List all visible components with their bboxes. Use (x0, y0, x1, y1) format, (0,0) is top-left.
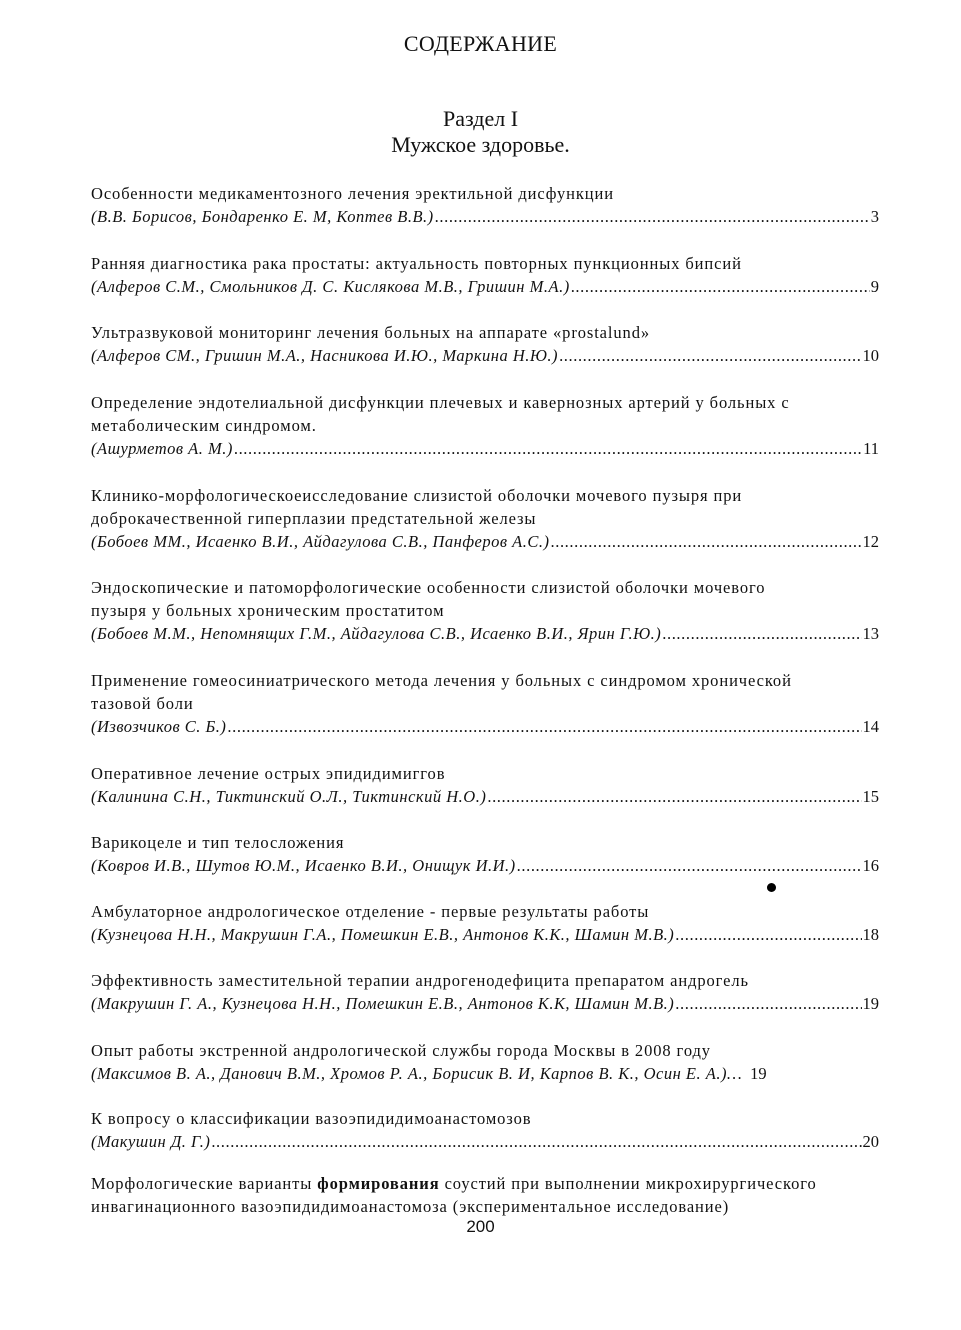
entry-authors-line (91, 205, 879, 228)
dot-leader (662, 622, 861, 645)
entry-page-number: 10 (862, 346, 879, 365)
entry-page-number: 15 (862, 787, 879, 806)
entry-authors: (Ковров И.В., Шутов Ю.М., Исаенко В.И., Онищук И.И.) (91, 856, 516, 875)
entry-title-text: соустий при выполнении микрохирургического (439, 1174, 817, 1193)
dot-leader (559, 344, 861, 367)
entry-authors: (Бобоев М.М., Непомнящих Г.М., Айдагулова С.В., Исаенко В.И., Ярин Г.Ю.) (91, 624, 662, 643)
entry-authors-line (91, 992, 879, 1015)
entry-authors-line (91, 530, 879, 553)
entry-title-line: доброкачественной гиперплазии предстательной железы (91, 509, 537, 528)
entry-title-line: К вопросу о классификации вазоэпидидимоанастомозов (91, 1109, 532, 1128)
page-number: 200 (466, 1217, 495, 1236)
section-number: Раздел I (442, 106, 519, 131)
dot-leader (571, 275, 870, 298)
stray-dot (767, 883, 776, 892)
toc-entry (91, 252, 879, 298)
entry-page-number: 9 (870, 277, 879, 296)
entry-authors-line (91, 1130, 879, 1153)
entry-title-line: Эндоскопические и патоморфологические особенности слизистой оболочки мочевого (91, 578, 766, 597)
contents-heading: СОДЕРЖАНИЕ (403, 31, 558, 56)
entry-title-text: Морфологические варианты (91, 1174, 318, 1193)
entry-page-number: 19 (862, 994, 879, 1013)
toc-entry (91, 182, 879, 228)
toc-entry (91, 1039, 879, 1085)
entry-authors: (Максимов В. А., Данович В.М., Хромов Р. А., Борисик В. И, Карпов В. К., Осин Е. А.)… (91, 1064, 743, 1083)
entry-authors: (Алферов СМ., Гришин М.А., Насникова И.Ю., Маркина Н.Ю.) (91, 346, 559, 365)
dot-leader (517, 854, 862, 877)
entry-authors: (Извозчиков С. Б.) (91, 717, 227, 736)
toc-entry (91, 831, 879, 877)
dot-leader (487, 785, 861, 808)
entry-title-line: метаболическим синдромом. (91, 416, 317, 435)
entry-page-number: 18 (862, 925, 879, 944)
toc-entry (91, 1172, 879, 1218)
entry-authors-line (91, 344, 879, 367)
toc-entry (91, 484, 879, 553)
dot-leader (211, 1130, 861, 1153)
dot-leader (435, 205, 870, 228)
entry-title-line: Применение гомеосиниатрического метода лечения у больных с синдромом хронической (91, 671, 792, 690)
entry-page-number: 3 (870, 207, 879, 226)
entry-title-line: Опыт работы экстренной андрологической службы города Москвы в 2008 году (91, 1041, 711, 1060)
entry-page-number: 16 (862, 856, 879, 875)
dot-leader (234, 437, 862, 460)
entry-authors: (Калинина С.Н., Тиктинский О.Л., Тиктинский Н.О.) (91, 787, 487, 806)
entry-authors-line (91, 715, 879, 738)
section-title: Мужское здоровье. (391, 132, 570, 157)
entry-title-line: пузыря у больных хроническим простатитом (91, 601, 445, 620)
entry-authors: (В.В. Борисов, Бондаренко Е. М, Коптев В.В.) (91, 207, 434, 226)
toc-entry (91, 669, 879, 738)
toc-entry (91, 576, 879, 645)
entry-title-line: Ранняя диагностика рака простаты: актуальность повторных пункционных бипсий (91, 254, 742, 273)
dot-leader (227, 715, 861, 738)
entry-title-line: Эффективность заместительной терапии андрогенодефицита препаратом андрогель (91, 971, 749, 990)
entry-page-number: 14 (862, 717, 879, 736)
entry-authors: (Макрушин Г. А., Кузнецова Н.Н., Помешкин Е.В., Антонов К.К, Шамин М.В.) (91, 994, 675, 1013)
toc-entry (91, 391, 879, 460)
toc-entry (91, 1107, 879, 1153)
entry-title-line: тазовой боли (91, 694, 194, 713)
entry-title-line: Особенности медикаментозного лечения эректильной дисфункции (91, 184, 614, 203)
entry-title-line: Оперативное лечение острых эпидидимиггов (91, 764, 446, 783)
entry-authors: (Ашурметов А. М.) (91, 439, 233, 458)
entry-authors: (Кузнецова Н.Н., Макрушин Г.А., Помешкин Е.В., Антонов К.К., Шамин М.В.) (91, 925, 675, 944)
toc-entry (91, 900, 879, 946)
entry-authors-line (91, 437, 879, 460)
entry-page-number: 11 (863, 439, 879, 458)
entry-authors-line (91, 923, 879, 946)
entry-title-line: Амбулаторное андрологическое отделение - первые результаты работы (91, 902, 650, 921)
entry-authors-line (91, 622, 879, 645)
entry-page-number: 20 (862, 1132, 879, 1151)
toc-entry (91, 321, 879, 367)
entry-title-line: Ультразвуковой мониторинг лечения больных на аппарате «prostalund» (91, 323, 650, 342)
dot-leader (675, 923, 861, 946)
entry-authors: (Бобоев ММ., Исаенко В.И., Айдагулова С.В., Панферов А.С.) (91, 532, 550, 551)
entry-title-line: инвагинационного вазоэпидидимоанастомоза (экспериментальное исследование) (91, 1197, 730, 1216)
entry-title-line: Варикоцеле и тип телосложения (91, 833, 345, 852)
entry-title-line: Определение эндотелиальной дисфункции плечевых и кавернозных артерий у больных с (91, 393, 790, 412)
entry-page-number: 12 (862, 532, 879, 551)
entry-page-number: 13 (862, 624, 879, 643)
entry-authors-line (91, 854, 879, 877)
entry-authors: (Макушин Д. Г.) (91, 1132, 211, 1151)
toc-entry (91, 762, 879, 808)
entry-title-line (91, 1172, 879, 1195)
dot-leader (551, 530, 862, 553)
entry-authors-line (91, 785, 879, 808)
entry-page-number: 19 (750, 1064, 767, 1083)
dot-leader (675, 992, 861, 1015)
entry-authors-line (91, 1062, 879, 1085)
entry-title-line: Клинико-морфологическоеисследование слизистой оболочки мочевого пузыря при (91, 486, 743, 505)
toc-entry (91, 969, 879, 1015)
entry-title-bold-text: формирования (317, 1174, 440, 1193)
entry-authors: (Алферов С.М., Смольников Д. С. Кислякова М.В., Гришин М.А.) (91, 277, 570, 296)
entry-authors-line (91, 275, 879, 298)
